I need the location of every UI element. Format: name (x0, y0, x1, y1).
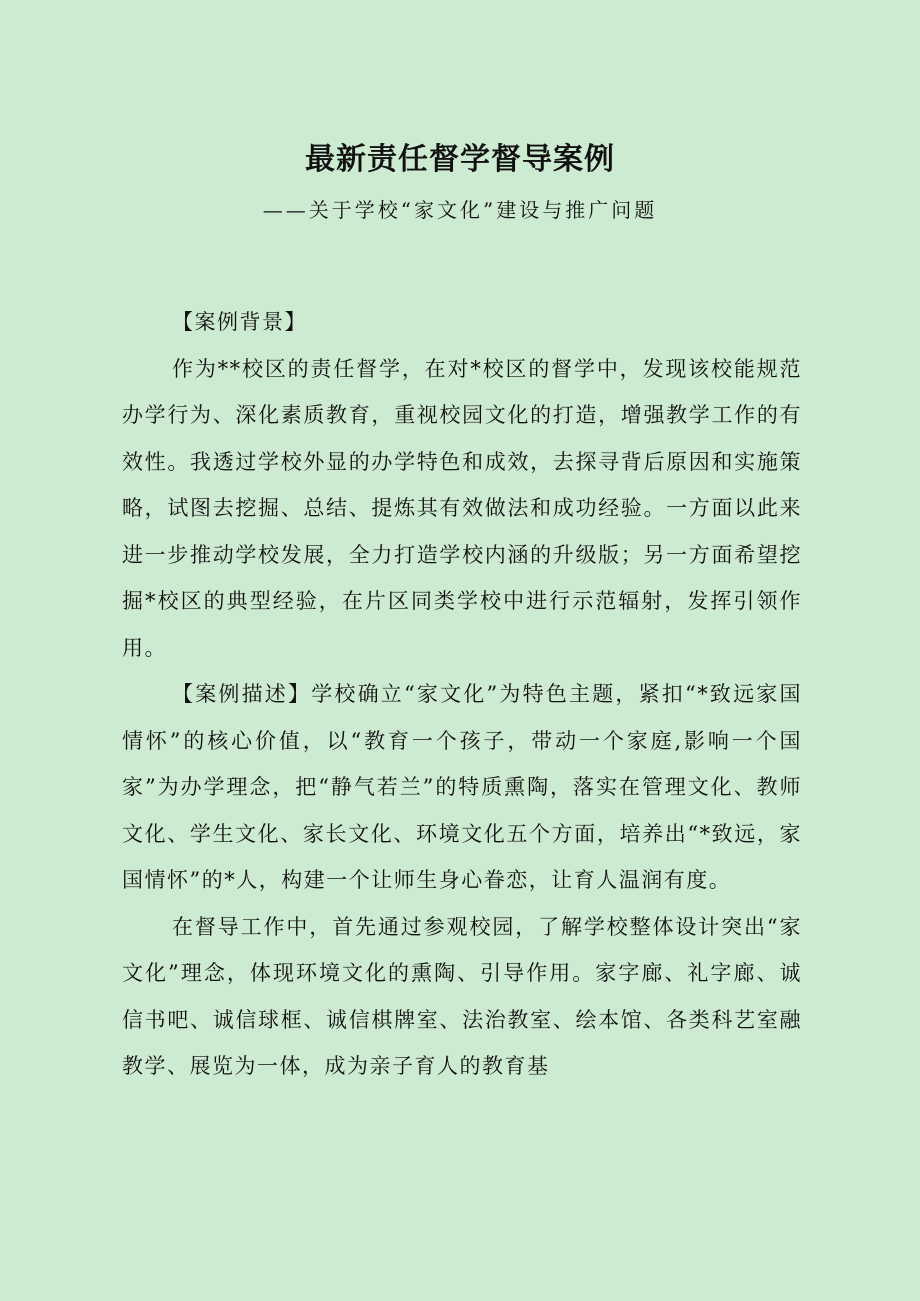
paragraph-description (122, 671, 802, 904)
document-body (122, 299, 802, 1090)
document-title: 最新责任督学督导案例 (305, 142, 615, 177)
paragraph-supervision: 在督导工作中，首先通过参观校园，了解学校整体设计突出“家文化”理念，体现环境文化的熏陶、引导作用。家字廊、礼字廊、诚信书吧、诚信球框、诚信棋牌室、法治教室、绘本馆、各类科艺室融教学、展览为一体，成为亲子育人的教育基 (122, 914, 802, 1078)
section-heading-background: 【案例背景】 (172, 310, 307, 334)
document-subtitle: ——关于学校“家文化”建设与推广问题 (262, 198, 658, 222)
section-heading-description: 【案例描述】 (172, 682, 312, 706)
paragraph-background: 作为**校区的责任督学，在对*校区的督学中，发现该校能规范办学行为、深化素质教育，重视校园文化的打造，增强教学工作的有效性。我透过学校外显的办学特色和成效，去探寻背后原因和实施策略，试图去挖掘、总结、提炼其有效做法和成功经验。一方面以此来进一步推动学校发展，全力打造学校内涵的升级版；另一方面希望挖掘*校区的典型经验，在片区同类学校中进行示范辐射，发挥引领作用。 (122, 356, 802, 660)
paragraph-description-text: 学校确立“家文化”为特色主题，紧扣“*致远家国情怀”的核心价值，以“教育一个孩子，带动一个家庭,影响一个国家”为办学理念，把“静气若兰”的特质熏陶，落实在管理文化、教师文化、学生文化、家长文化、环境文化五个方面，培养出“*致远，家国情怀”的*人，构建一个让师生身心眷恋，让育人温润有度。 (122, 682, 803, 892)
